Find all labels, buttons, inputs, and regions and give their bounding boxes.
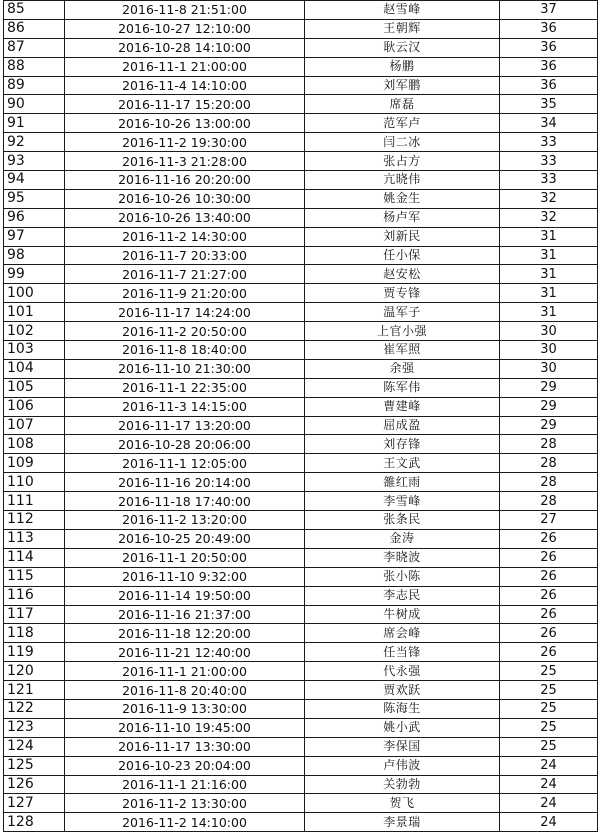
time-cell: 2016-11-17 14:24:00 <box>65 303 305 322</box>
name-cell: 温军子 <box>305 303 500 322</box>
table-row <box>4 227 598 246</box>
score-cell: 30 <box>500 341 598 360</box>
score-cell: 31 <box>500 265 598 284</box>
time-cell: 2016-11-8 20:40:00 <box>65 681 305 700</box>
rank-cell: 105 <box>4 378 65 397</box>
rank-cell: 91 <box>4 114 65 133</box>
table-row <box>4 662 598 681</box>
name-cell: 任当锋 <box>305 643 500 662</box>
score-cell: 26 <box>500 605 598 624</box>
name-cell: 席会峰 <box>305 624 500 643</box>
name-cell: 刘军鹏 <box>305 76 500 95</box>
time-cell: 2016-11-16 21:37:00 <box>65 605 305 624</box>
score-cell: 25 <box>500 662 598 681</box>
score-cell: 29 <box>500 416 598 435</box>
rank-cell: 108 <box>4 435 65 454</box>
table-row <box>4 152 598 171</box>
score-cell: 35 <box>500 95 598 114</box>
score-cell: 26 <box>500 529 598 548</box>
name-cell: 上官小强 <box>305 322 500 341</box>
table-row <box>4 341 598 360</box>
rank-cell: 128 <box>4 813 65 832</box>
rank-cell: 115 <box>4 567 65 586</box>
score-cell: 32 <box>500 189 598 208</box>
name-cell: 屈成盈 <box>305 416 500 435</box>
table-row <box>4 794 598 813</box>
table-row <box>4 38 598 57</box>
rank-cell: 116 <box>4 586 65 605</box>
table-row <box>4 322 598 341</box>
name-cell: 任小保 <box>305 246 500 265</box>
time-cell: 2016-11-16 20:14:00 <box>65 473 305 492</box>
time-cell: 2016-11-1 12:05:00 <box>65 454 305 473</box>
rank-cell: 123 <box>4 718 65 737</box>
score-cell: 24 <box>500 794 598 813</box>
score-cell: 33 <box>500 133 598 152</box>
table-row <box>4 737 598 756</box>
rank-cell: 120 <box>4 662 65 681</box>
score-cell: 30 <box>500 322 598 341</box>
rank-cell: 89 <box>4 76 65 95</box>
name-cell: 姚金生 <box>305 189 500 208</box>
name-cell: 席磊 <box>305 95 500 114</box>
score-cell: 25 <box>500 737 598 756</box>
name-cell: 耿云汉 <box>305 38 500 57</box>
table-row <box>4 454 598 473</box>
score-cell: 34 <box>500 114 598 133</box>
table-row <box>4 681 598 700</box>
name-cell: 贾欢跃 <box>305 681 500 700</box>
rank-cell: 101 <box>4 303 65 322</box>
time-cell: 2016-11-7 20:33:00 <box>65 246 305 265</box>
name-cell: 杨鹏 <box>305 57 500 76</box>
time-cell: 2016-11-1 21:16:00 <box>65 775 305 794</box>
rank-cell: 118 <box>4 624 65 643</box>
name-cell: 贺飞 <box>305 794 500 813</box>
table-row <box>4 133 598 152</box>
rank-cell: 127 <box>4 794 65 813</box>
table-row <box>4 813 598 832</box>
time-cell: 2016-11-9 21:20:00 <box>65 284 305 303</box>
name-cell: 代永强 <box>305 662 500 681</box>
time-cell: 2016-11-8 18:40:00 <box>65 341 305 360</box>
name-cell: 崔军照 <box>305 341 500 360</box>
table-row <box>4 435 598 454</box>
table-row <box>4 567 598 586</box>
rank-cell: 94 <box>4 171 65 190</box>
ranking-table-body <box>4 1 598 832</box>
name-cell: 余强 <box>305 359 500 378</box>
table-row <box>4 548 598 567</box>
name-cell: 闫二冰 <box>305 133 500 152</box>
time-cell: 2016-11-8 21:51:00 <box>65 1 305 20</box>
table-row <box>4 57 598 76</box>
rank-cell: 107 <box>4 416 65 435</box>
time-cell: 2016-11-17 13:30:00 <box>65 737 305 756</box>
rank-cell: 97 <box>4 227 65 246</box>
score-cell: 28 <box>500 492 598 511</box>
table-row <box>4 208 598 227</box>
table-row <box>4 775 598 794</box>
name-cell: 张条民 <box>305 511 500 530</box>
score-cell: 25 <box>500 699 598 718</box>
time-cell: 2016-11-17 13:20:00 <box>65 416 305 435</box>
table-row <box>4 699 598 718</box>
time-cell: 2016-10-28 20:06:00 <box>65 435 305 454</box>
name-cell: 曹建峰 <box>305 397 500 416</box>
name-cell: 雒红雨 <box>305 473 500 492</box>
score-cell: 26 <box>500 548 598 567</box>
table-row <box>4 586 598 605</box>
name-cell: 范军卢 <box>305 114 500 133</box>
time-cell: 2016-10-28 14:10:00 <box>65 38 305 57</box>
time-cell: 2016-10-25 20:49:00 <box>65 529 305 548</box>
name-cell: 李保国 <box>305 737 500 756</box>
score-cell: 26 <box>500 643 598 662</box>
rank-cell: 95 <box>4 189 65 208</box>
table-row <box>4 303 598 322</box>
score-cell: 28 <box>500 435 598 454</box>
rank-cell: 104 <box>4 359 65 378</box>
table-row <box>4 397 598 416</box>
time-cell: 2016-10-23 20:04:00 <box>65 756 305 775</box>
time-cell: 2016-10-26 13:40:00 <box>65 208 305 227</box>
name-cell: 赵安松 <box>305 265 500 284</box>
time-cell: 2016-11-1 20:50:00 <box>65 548 305 567</box>
score-cell: 28 <box>500 473 598 492</box>
table-row <box>4 416 598 435</box>
time-cell: 2016-11-7 21:27:00 <box>65 265 305 284</box>
score-cell: 29 <box>500 397 598 416</box>
table-row <box>4 605 598 624</box>
time-cell: 2016-11-1 21:00:00 <box>65 57 305 76</box>
table-row <box>4 718 598 737</box>
time-cell: 2016-11-1 22:35:00 <box>65 378 305 397</box>
name-cell: 贾专锋 <box>305 284 500 303</box>
table-row <box>4 19 598 38</box>
time-cell: 2016-11-2 20:50:00 <box>65 322 305 341</box>
rank-cell: 106 <box>4 397 65 416</box>
rank-cell: 117 <box>4 605 65 624</box>
time-cell: 2016-11-10 21:30:00 <box>65 359 305 378</box>
rank-cell: 103 <box>4 341 65 360</box>
table-row <box>4 265 598 284</box>
rank-cell: 96 <box>4 208 65 227</box>
time-cell: 2016-11-1 21:00:00 <box>65 662 305 681</box>
score-cell: 37 <box>500 1 598 20</box>
score-cell: 32 <box>500 208 598 227</box>
rank-cell: 126 <box>4 775 65 794</box>
table-row <box>4 95 598 114</box>
table-row <box>4 624 598 643</box>
rank-cell: 112 <box>4 511 65 530</box>
table-row <box>4 492 598 511</box>
rank-cell: 88 <box>4 57 65 76</box>
table-row <box>4 1 598 20</box>
time-cell: 2016-11-16 20:20:00 <box>65 171 305 190</box>
rank-cell: 98 <box>4 246 65 265</box>
time-cell: 2016-11-9 13:30:00 <box>65 699 305 718</box>
rank-cell: 109 <box>4 454 65 473</box>
name-cell: 王朝辉 <box>305 19 500 38</box>
time-cell: 2016-11-18 17:40:00 <box>65 492 305 511</box>
table-row <box>4 511 598 530</box>
score-cell: 24 <box>500 813 598 832</box>
table-row <box>4 756 598 775</box>
score-cell: 36 <box>500 57 598 76</box>
name-cell: 王文武 <box>305 454 500 473</box>
rank-cell: 93 <box>4 152 65 171</box>
name-cell: 亢晓伟 <box>305 171 500 190</box>
name-cell: 刘新民 <box>305 227 500 246</box>
name-cell: 张小陈 <box>305 567 500 586</box>
table-row <box>4 643 598 662</box>
time-cell: 2016-11-18 12:20:00 <box>65 624 305 643</box>
table-row <box>4 171 598 190</box>
table-row <box>4 359 598 378</box>
table-row <box>4 473 598 492</box>
name-cell: 关勃勃 <box>305 775 500 794</box>
table-row <box>4 246 598 265</box>
rank-cell: 119 <box>4 643 65 662</box>
time-cell: 2016-11-14 19:50:00 <box>65 586 305 605</box>
time-cell: 2016-10-27 12:10:00 <box>65 19 305 38</box>
score-cell: 27 <box>500 511 598 530</box>
name-cell: 李景瑞 <box>305 813 500 832</box>
rank-cell: 114 <box>4 548 65 567</box>
score-cell: 36 <box>500 19 598 38</box>
score-cell: 24 <box>500 775 598 794</box>
score-cell: 31 <box>500 227 598 246</box>
rank-cell: 90 <box>4 95 65 114</box>
time-cell: 2016-11-2 14:30:00 <box>65 227 305 246</box>
time-cell: 2016-11-3 14:15:00 <box>65 397 305 416</box>
score-cell: 33 <box>500 171 598 190</box>
time-cell: 2016-11-2 13:20:00 <box>65 511 305 530</box>
name-cell: 刘存锋 <box>305 435 500 454</box>
time-cell: 2016-11-4 14:10:00 <box>65 76 305 95</box>
rank-cell: 121 <box>4 681 65 700</box>
time-cell: 2016-11-2 19:30:00 <box>65 133 305 152</box>
name-cell: 李志民 <box>305 586 500 605</box>
rank-cell: 102 <box>4 322 65 341</box>
score-cell: 26 <box>500 586 598 605</box>
time-cell: 2016-10-26 13:00:00 <box>65 114 305 133</box>
score-cell: 30 <box>500 359 598 378</box>
rank-cell: 92 <box>4 133 65 152</box>
rank-cell: 111 <box>4 492 65 511</box>
table-row <box>4 189 598 208</box>
name-cell: 张占方 <box>305 152 500 171</box>
rank-cell: 110 <box>4 473 65 492</box>
rank-cell: 86 <box>4 19 65 38</box>
time-cell: 2016-11-3 21:28:00 <box>65 152 305 171</box>
name-cell: 赵雪峰 <box>305 1 500 20</box>
score-cell: 25 <box>500 681 598 700</box>
score-cell: 33 <box>500 152 598 171</box>
score-cell: 31 <box>500 303 598 322</box>
score-cell: 36 <box>500 38 598 57</box>
score-cell: 28 <box>500 454 598 473</box>
rank-cell: 125 <box>4 756 65 775</box>
score-cell: 31 <box>500 246 598 265</box>
time-cell: 2016-11-21 12:40:00 <box>65 643 305 662</box>
name-cell: 杨卢军 <box>305 208 500 227</box>
ranking-table <box>3 0 598 832</box>
table-row <box>4 76 598 95</box>
rank-cell: 122 <box>4 699 65 718</box>
time-cell: 2016-11-2 13:30:00 <box>65 794 305 813</box>
score-cell: 26 <box>500 567 598 586</box>
rank-cell: 124 <box>4 737 65 756</box>
rank-cell: 113 <box>4 529 65 548</box>
time-cell: 2016-11-10 9:32:00 <box>65 567 305 586</box>
score-cell: 36 <box>500 76 598 95</box>
score-cell: 26 <box>500 624 598 643</box>
score-cell: 31 <box>500 284 598 303</box>
rank-cell: 85 <box>4 1 65 20</box>
name-cell: 李晓波 <box>305 548 500 567</box>
table-row <box>4 529 598 548</box>
time-cell: 2016-11-2 14:10:00 <box>65 813 305 832</box>
score-cell: 25 <box>500 718 598 737</box>
name-cell: 陈军伟 <box>305 378 500 397</box>
score-cell: 24 <box>500 756 598 775</box>
rank-cell: 100 <box>4 284 65 303</box>
table-row <box>4 284 598 303</box>
table-row <box>4 114 598 133</box>
name-cell: 陈海生 <box>305 699 500 718</box>
score-cell: 29 <box>500 378 598 397</box>
time-cell: 2016-11-17 15:20:00 <box>65 95 305 114</box>
rank-cell: 99 <box>4 265 65 284</box>
rank-cell: 87 <box>4 38 65 57</box>
time-cell: 2016-10-26 10:30:00 <box>65 189 305 208</box>
name-cell: 李雪峰 <box>305 492 500 511</box>
table-row <box>4 378 598 397</box>
name-cell: 金涛 <box>305 529 500 548</box>
time-cell: 2016-11-10 19:45:00 <box>65 718 305 737</box>
name-cell: 牛树成 <box>305 605 500 624</box>
name-cell: 姚小武 <box>305 718 500 737</box>
name-cell: 卢伟波 <box>305 756 500 775</box>
